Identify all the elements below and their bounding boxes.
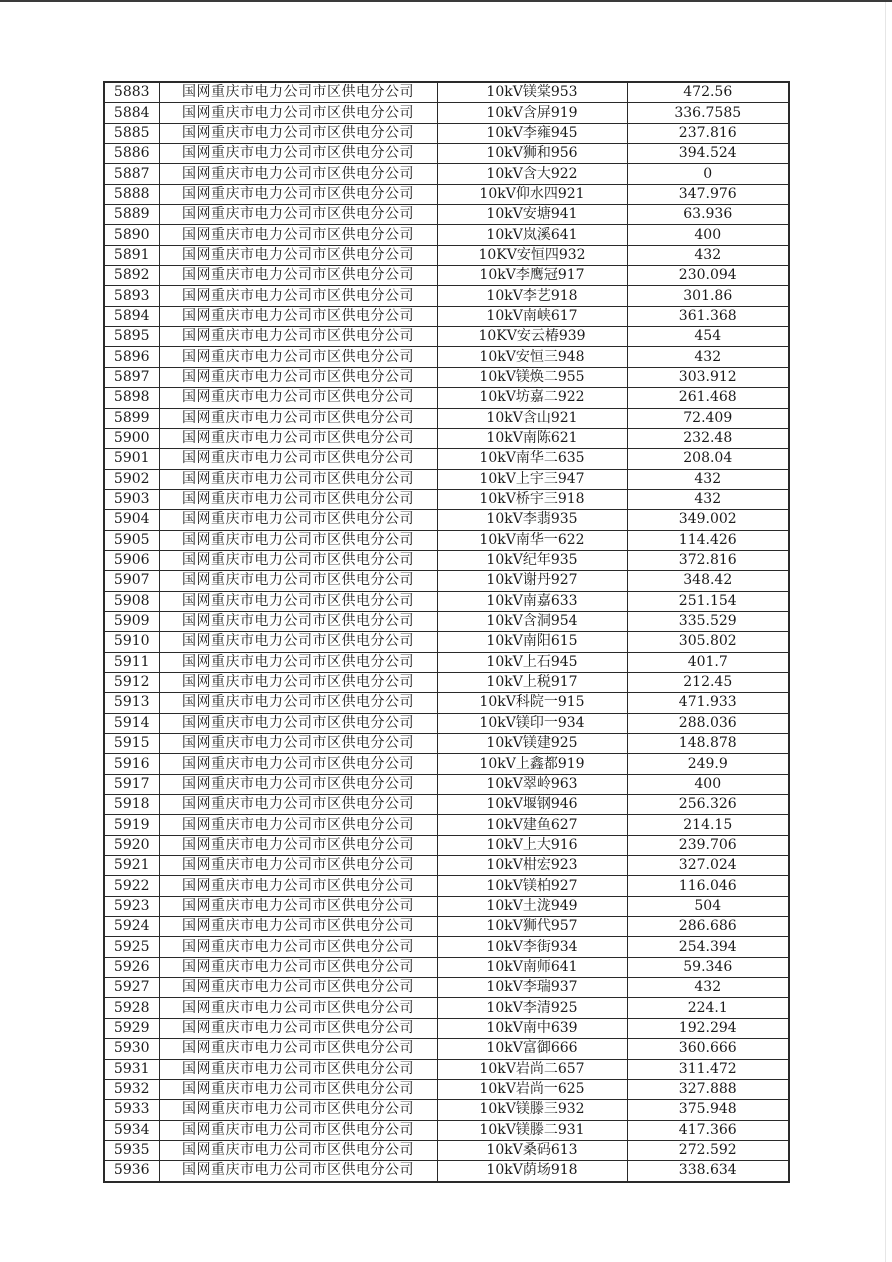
value-cell: 372.816 bbox=[627, 550, 789, 570]
table-row bbox=[104, 1100, 789, 1120]
row-id-cell: 5921 bbox=[104, 856, 159, 876]
line-name-cell: 10KV安云椿939 bbox=[437, 327, 627, 347]
table-row bbox=[104, 672, 789, 692]
org-name-cell: 国网重庆市电力公司市区供电分公司 bbox=[159, 1100, 437, 1120]
value-cell: 212.45 bbox=[627, 672, 789, 692]
line-name-cell: 10kV上税917 bbox=[437, 672, 627, 692]
line-name-cell: 10kV南嘉633 bbox=[437, 591, 627, 611]
line-name-cell: 10kV岩尚一625 bbox=[437, 1079, 627, 1099]
line-name-cell: 10kV上石945 bbox=[437, 652, 627, 672]
row-id-cell: 5898 bbox=[104, 388, 159, 408]
table-row bbox=[104, 449, 789, 469]
page-right-edge bbox=[885, 2, 886, 1262]
line-name-cell: 10kV安塘941 bbox=[437, 205, 627, 225]
value-cell: 114.426 bbox=[627, 530, 789, 550]
line-name-cell: 10kV镁建925 bbox=[437, 734, 627, 754]
row-id-cell: 5929 bbox=[104, 1018, 159, 1038]
org-name-cell: 国网重庆市电力公司市区供电分公司 bbox=[159, 774, 437, 794]
row-id-cell: 5915 bbox=[104, 734, 159, 754]
value-cell: 303.912 bbox=[627, 367, 789, 387]
line-name-cell: 10kV南峡617 bbox=[437, 306, 627, 326]
row-id-cell: 5923 bbox=[104, 896, 159, 916]
value-cell: 261.468 bbox=[627, 388, 789, 408]
table-row bbox=[104, 774, 789, 794]
org-name-cell: 国网重庆市电力公司市区供电分公司 bbox=[159, 754, 437, 774]
table-row bbox=[104, 795, 789, 815]
line-name-cell: 10kV镁棠953 bbox=[437, 82, 627, 103]
org-name-cell: 国网重庆市电力公司市区供电分公司 bbox=[159, 1018, 437, 1038]
value-cell: 432 bbox=[627, 245, 789, 265]
org-name-cell: 国网重庆市电力公司市区供电分公司 bbox=[159, 144, 437, 164]
line-name-cell: 10kV谢丹927 bbox=[437, 571, 627, 591]
row-id-cell: 5883 bbox=[104, 82, 159, 103]
table-row bbox=[104, 205, 789, 225]
org-name-cell: 国网重庆市电力公司市区供电分公司 bbox=[159, 530, 437, 550]
row-id-cell: 5931 bbox=[104, 1059, 159, 1079]
value-cell: 237.816 bbox=[627, 123, 789, 143]
org-name-cell: 国网重庆市电力公司市区供电分公司 bbox=[159, 917, 437, 937]
row-id-cell: 5889 bbox=[104, 205, 159, 225]
table-row bbox=[104, 469, 789, 489]
value-cell: 454 bbox=[627, 327, 789, 347]
org-name-cell: 国网重庆市电力公司市区供电分公司 bbox=[159, 1059, 437, 1079]
line-name-cell: 10kV柑宏923 bbox=[437, 856, 627, 876]
value-cell: 472.56 bbox=[627, 82, 789, 103]
table-row bbox=[104, 530, 789, 550]
table-body bbox=[104, 82, 789, 1182]
value-cell: 504 bbox=[627, 896, 789, 916]
value-cell: 400 bbox=[627, 774, 789, 794]
row-id-cell: 5894 bbox=[104, 306, 159, 326]
row-id-cell: 5909 bbox=[104, 611, 159, 631]
value-cell: 432 bbox=[627, 489, 789, 509]
value-cell: 305.802 bbox=[627, 632, 789, 652]
org-name-cell: 国网重庆市电力公司市区供电分公司 bbox=[159, 795, 437, 815]
line-name-cell: 10kV上鑫都919 bbox=[437, 754, 627, 774]
value-cell: 239.706 bbox=[627, 835, 789, 855]
data-table bbox=[103, 81, 790, 1183]
row-id-cell: 5896 bbox=[104, 347, 159, 367]
org-name-cell: 国网重庆市电力公司市区供电分公司 bbox=[159, 591, 437, 611]
table-row bbox=[104, 245, 789, 265]
table-row bbox=[104, 815, 789, 835]
line-name-cell: 10kV李清925 bbox=[437, 998, 627, 1018]
row-id-cell: 5887 bbox=[104, 164, 159, 184]
value-cell: 335.529 bbox=[627, 611, 789, 631]
org-name-cell: 国网重庆市电力公司市区供电分公司 bbox=[159, 327, 437, 347]
table-row bbox=[104, 327, 789, 347]
row-id-cell: 5925 bbox=[104, 937, 159, 957]
value-cell: 471.933 bbox=[627, 693, 789, 713]
org-name-cell: 国网重庆市电力公司市区供电分公司 bbox=[159, 184, 437, 204]
value-cell: 327.024 bbox=[627, 856, 789, 876]
line-name-cell: 10kV桑码613 bbox=[437, 1140, 627, 1160]
table-row bbox=[104, 306, 789, 326]
org-name-cell: 国网重庆市电力公司市区供电分公司 bbox=[159, 1079, 437, 1099]
org-name-cell: 国网重庆市电力公司市区供电分公司 bbox=[159, 1140, 437, 1160]
value-cell: 432 bbox=[627, 347, 789, 367]
org-name-cell: 国网重庆市电力公司市区供电分公司 bbox=[159, 571, 437, 591]
row-id-cell: 5886 bbox=[104, 144, 159, 164]
table-row bbox=[104, 835, 789, 855]
table-row bbox=[104, 347, 789, 367]
value-cell: 394.524 bbox=[627, 144, 789, 164]
page-top-border bbox=[0, 0, 892, 2]
table-row bbox=[104, 734, 789, 754]
line-name-cell: 10kV岚溪641 bbox=[437, 225, 627, 245]
table-row bbox=[104, 978, 789, 998]
table-row bbox=[104, 266, 789, 286]
row-id-cell: 5888 bbox=[104, 184, 159, 204]
org-name-cell: 国网重庆市电力公司市区供电分公司 bbox=[159, 205, 437, 225]
table-row bbox=[104, 1059, 789, 1079]
row-id-cell: 5920 bbox=[104, 835, 159, 855]
table-row bbox=[104, 144, 789, 164]
row-id-cell: 5933 bbox=[104, 1100, 159, 1120]
value-cell: 224.1 bbox=[627, 998, 789, 1018]
line-name-cell: 10kV南陈621 bbox=[437, 428, 627, 448]
row-id-cell: 5916 bbox=[104, 754, 159, 774]
row-id-cell: 5922 bbox=[104, 876, 159, 896]
table-row bbox=[104, 184, 789, 204]
org-name-cell: 国网重庆市电力公司市区供电分公司 bbox=[159, 1161, 437, 1182]
line-name-cell: 10kV南师641 bbox=[437, 957, 627, 977]
row-id-cell: 5899 bbox=[104, 408, 159, 428]
table-row bbox=[104, 896, 789, 916]
value-cell: 116.046 bbox=[627, 876, 789, 896]
table-row bbox=[104, 754, 789, 774]
value-cell: 375.948 bbox=[627, 1100, 789, 1120]
table-row bbox=[104, 693, 789, 713]
row-id-cell: 5928 bbox=[104, 998, 159, 1018]
org-name-cell: 国网重庆市电力公司市区供电分公司 bbox=[159, 550, 437, 570]
row-id-cell: 5890 bbox=[104, 225, 159, 245]
value-cell: 311.472 bbox=[627, 1059, 789, 1079]
table-row bbox=[104, 123, 789, 143]
table-row bbox=[104, 856, 789, 876]
row-id-cell: 5901 bbox=[104, 449, 159, 469]
line-name-cell: 10kV狮代957 bbox=[437, 917, 627, 937]
table-row bbox=[104, 937, 789, 957]
value-cell: 230.094 bbox=[627, 266, 789, 286]
value-cell: 59.346 bbox=[627, 957, 789, 977]
org-name-cell: 国网重庆市电力公司市区供电分公司 bbox=[159, 469, 437, 489]
row-id-cell: 5884 bbox=[104, 103, 159, 123]
value-cell: 286.686 bbox=[627, 917, 789, 937]
line-name-cell: 10kV含大922 bbox=[437, 164, 627, 184]
org-name-cell: 国网重庆市电力公司市区供电分公司 bbox=[159, 428, 437, 448]
line-name-cell: 10kV李街934 bbox=[437, 937, 627, 957]
row-id-cell: 5903 bbox=[104, 489, 159, 509]
line-name-cell: 10kV荫场918 bbox=[437, 1161, 627, 1182]
value-cell: 214.15 bbox=[627, 815, 789, 835]
table-row bbox=[104, 1079, 789, 1099]
table-row bbox=[104, 917, 789, 937]
value-cell: 232.48 bbox=[627, 428, 789, 448]
value-cell: 256.326 bbox=[627, 795, 789, 815]
org-name-cell: 国网重庆市电力公司市区供电分公司 bbox=[159, 937, 437, 957]
value-cell: 348.42 bbox=[627, 571, 789, 591]
table-row bbox=[104, 876, 789, 896]
value-cell: 417.366 bbox=[627, 1120, 789, 1140]
row-id-cell: 5926 bbox=[104, 957, 159, 977]
value-cell: 148.878 bbox=[627, 734, 789, 754]
table-row bbox=[104, 632, 789, 652]
org-name-cell: 国网重庆市电力公司市区供电分公司 bbox=[159, 367, 437, 387]
table-row bbox=[104, 998, 789, 1018]
table-row bbox=[104, 408, 789, 428]
org-name-cell: 国网重庆市电力公司市区供电分公司 bbox=[159, 510, 437, 530]
row-id-cell: 5912 bbox=[104, 672, 159, 692]
line-name-cell: 10kV李瑞937 bbox=[437, 978, 627, 998]
org-name-cell: 国网重庆市电力公司市区供电分公司 bbox=[159, 347, 437, 367]
org-name-cell: 国网重庆市电力公司市区供电分公司 bbox=[159, 164, 437, 184]
table-row bbox=[104, 550, 789, 570]
org-name-cell: 国网重庆市电力公司市区供电分公司 bbox=[159, 103, 437, 123]
org-name-cell: 国网重庆市电力公司市区供电分公司 bbox=[159, 408, 437, 428]
org-name-cell: 国网重庆市电力公司市区供电分公司 bbox=[159, 835, 437, 855]
line-name-cell: 10kV翠岭963 bbox=[437, 774, 627, 794]
line-name-cell: 10kV建鱼627 bbox=[437, 815, 627, 835]
row-id-cell: 5906 bbox=[104, 550, 159, 570]
table-row bbox=[104, 611, 789, 631]
line-name-cell: 10kV镁滕二931 bbox=[437, 1120, 627, 1140]
line-name-cell: 10kV仰水四921 bbox=[437, 184, 627, 204]
value-cell: 63.936 bbox=[627, 205, 789, 225]
table-row bbox=[104, 591, 789, 611]
row-id-cell: 5932 bbox=[104, 1079, 159, 1099]
table-row bbox=[104, 489, 789, 509]
org-name-cell: 国网重庆市电力公司市区供电分公司 bbox=[159, 672, 437, 692]
row-id-cell: 5908 bbox=[104, 591, 159, 611]
table-row bbox=[104, 571, 789, 591]
table-row bbox=[104, 286, 789, 306]
table-row bbox=[104, 957, 789, 977]
row-id-cell: 5930 bbox=[104, 1039, 159, 1059]
line-name-cell: 10kV南华一622 bbox=[437, 530, 627, 550]
row-id-cell: 5885 bbox=[104, 123, 159, 143]
row-id-cell: 5927 bbox=[104, 978, 159, 998]
line-name-cell: 10kV富御666 bbox=[437, 1039, 627, 1059]
org-name-cell: 国网重庆市电力公司市区供电分公司 bbox=[159, 652, 437, 672]
value-cell: 360.666 bbox=[627, 1039, 789, 1059]
table-row bbox=[104, 428, 789, 448]
org-name-cell: 国网重庆市电力公司市区供电分公司 bbox=[159, 82, 437, 103]
line-name-cell: 10kV狮和956 bbox=[437, 144, 627, 164]
org-name-cell: 国网重庆市电力公司市区供电分公司 bbox=[159, 286, 437, 306]
row-id-cell: 5902 bbox=[104, 469, 159, 489]
table-row bbox=[104, 367, 789, 387]
org-name-cell: 国网重庆市电力公司市区供电分公司 bbox=[159, 978, 437, 998]
org-name-cell: 国网重庆市电力公司市区供电分公司 bbox=[159, 693, 437, 713]
line-name-cell: 10kV安恒三948 bbox=[437, 347, 627, 367]
org-name-cell: 国网重庆市电力公司市区供电分公司 bbox=[159, 123, 437, 143]
value-cell: 208.04 bbox=[627, 449, 789, 469]
value-cell: 251.154 bbox=[627, 591, 789, 611]
value-cell: 336.7585 bbox=[627, 103, 789, 123]
org-name-cell: 国网重庆市电力公司市区供电分公司 bbox=[159, 734, 437, 754]
line-name-cell: 10kV含山921 bbox=[437, 408, 627, 428]
value-cell: 288.036 bbox=[627, 713, 789, 733]
line-name-cell: 10kV镁柏927 bbox=[437, 876, 627, 896]
value-cell: 327.888 bbox=[627, 1079, 789, 1099]
row-id-cell: 5936 bbox=[104, 1161, 159, 1182]
row-id-cell: 5917 bbox=[104, 774, 159, 794]
value-cell: 432 bbox=[627, 469, 789, 489]
row-id-cell: 5900 bbox=[104, 428, 159, 448]
line-name-cell: 10kV南阳615 bbox=[437, 632, 627, 652]
line-name-cell: 10kV含洞954 bbox=[437, 611, 627, 631]
row-id-cell: 5911 bbox=[104, 652, 159, 672]
table-row bbox=[104, 510, 789, 530]
value-cell: 301.86 bbox=[627, 286, 789, 306]
row-id-cell: 5891 bbox=[104, 245, 159, 265]
row-id-cell: 5935 bbox=[104, 1140, 159, 1160]
table-row bbox=[104, 164, 789, 184]
row-id-cell: 5904 bbox=[104, 510, 159, 530]
value-cell: 400 bbox=[627, 225, 789, 245]
row-id-cell: 5919 bbox=[104, 815, 159, 835]
line-name-cell: 10kV镁印一934 bbox=[437, 713, 627, 733]
line-name-cell: 10kV科院一915 bbox=[437, 693, 627, 713]
line-name-cell: 10kV李艺918 bbox=[437, 286, 627, 306]
table-row bbox=[104, 1161, 789, 1182]
org-name-cell: 国网重庆市电力公司市区供电分公司 bbox=[159, 449, 437, 469]
org-name-cell: 国网重庆市电力公司市区供电分公司 bbox=[159, 896, 437, 916]
value-cell: 249.9 bbox=[627, 754, 789, 774]
line-name-cell: 10kV纪年935 bbox=[437, 550, 627, 570]
org-name-cell: 国网重庆市电力公司市区供电分公司 bbox=[159, 225, 437, 245]
table-row bbox=[104, 1018, 789, 1038]
org-name-cell: 国网重庆市电力公司市区供电分公司 bbox=[159, 998, 437, 1018]
table-row bbox=[104, 388, 789, 408]
row-id-cell: 5897 bbox=[104, 367, 159, 387]
value-cell: 347.976 bbox=[627, 184, 789, 204]
org-name-cell: 国网重庆市电力公司市区供电分公司 bbox=[159, 1039, 437, 1059]
table-row bbox=[104, 1120, 789, 1140]
org-name-cell: 国网重庆市电力公司市区供电分公司 bbox=[159, 489, 437, 509]
table-row bbox=[104, 1140, 789, 1160]
line-name-cell: 10kV岩尚二657 bbox=[437, 1059, 627, 1079]
value-cell: 72.409 bbox=[627, 408, 789, 428]
line-name-cell: 10kV李翡935 bbox=[437, 510, 627, 530]
line-name-cell: 10kV堰钢946 bbox=[437, 795, 627, 815]
row-id-cell: 5918 bbox=[104, 795, 159, 815]
row-id-cell: 5905 bbox=[104, 530, 159, 550]
row-id-cell: 5895 bbox=[104, 327, 159, 347]
row-id-cell: 5910 bbox=[104, 632, 159, 652]
value-cell: 401.7 bbox=[627, 652, 789, 672]
row-id-cell: 5914 bbox=[104, 713, 159, 733]
line-name-cell: 10kV镁焕二955 bbox=[437, 367, 627, 387]
table-row bbox=[104, 652, 789, 672]
org-name-cell: 国网重庆市电力公司市区供电分公司 bbox=[159, 266, 437, 286]
org-name-cell: 国网重庆市电力公司市区供电分公司 bbox=[159, 876, 437, 896]
org-name-cell: 国网重庆市电力公司市区供电分公司 bbox=[159, 856, 437, 876]
org-name-cell: 国网重庆市电力公司市区供电分公司 bbox=[159, 611, 437, 631]
table-row bbox=[104, 713, 789, 733]
table-row bbox=[104, 82, 789, 103]
line-name-cell: 10kV上宇三947 bbox=[437, 469, 627, 489]
value-cell: 272.592 bbox=[627, 1140, 789, 1160]
line-name-cell: 10kV李雍945 bbox=[437, 123, 627, 143]
value-cell: 192.294 bbox=[627, 1018, 789, 1038]
value-cell: 432 bbox=[627, 978, 789, 998]
line-name-cell: 10kV南华二635 bbox=[437, 449, 627, 469]
row-id-cell: 5907 bbox=[104, 571, 159, 591]
table-row bbox=[104, 103, 789, 123]
org-name-cell: 国网重庆市电力公司市区供电分公司 bbox=[159, 1120, 437, 1140]
org-name-cell: 国网重庆市电力公司市区供电分公司 bbox=[159, 388, 437, 408]
org-name-cell: 国网重庆市电力公司市区供电分公司 bbox=[159, 713, 437, 733]
row-id-cell: 5934 bbox=[104, 1120, 159, 1140]
org-name-cell: 国网重庆市电力公司市区供电分公司 bbox=[159, 957, 437, 977]
org-name-cell: 国网重庆市电力公司市区供电分公司 bbox=[159, 632, 437, 652]
line-name-cell: 10kV上大916 bbox=[437, 835, 627, 855]
table-row bbox=[104, 1039, 789, 1059]
line-name-cell: 10kV李鹰冠917 bbox=[437, 266, 627, 286]
org-name-cell: 国网重庆市电力公司市区供电分公司 bbox=[159, 245, 437, 265]
row-id-cell: 5892 bbox=[104, 266, 159, 286]
value-cell: 0 bbox=[627, 164, 789, 184]
line-name-cell: 10kV含屏919 bbox=[437, 103, 627, 123]
value-cell: 361.368 bbox=[627, 306, 789, 326]
line-name-cell: 10kV土泷949 bbox=[437, 896, 627, 916]
line-name-cell: 10kV坊嘉二922 bbox=[437, 388, 627, 408]
org-name-cell: 国网重庆市电力公司市区供电分公司 bbox=[159, 306, 437, 326]
line-name-cell: 10kV南中639 bbox=[437, 1018, 627, 1038]
value-cell: 349.002 bbox=[627, 510, 789, 530]
org-name-cell: 国网重庆市电力公司市区供电分公司 bbox=[159, 815, 437, 835]
row-id-cell: 5913 bbox=[104, 693, 159, 713]
line-name-cell: 10kV桥宇三918 bbox=[437, 489, 627, 509]
value-cell: 254.394 bbox=[627, 937, 789, 957]
line-name-cell: 10KV安恒四932 bbox=[437, 245, 627, 265]
table-row bbox=[104, 225, 789, 245]
line-name-cell: 10kV镁滕三932 bbox=[437, 1100, 627, 1120]
row-id-cell: 5924 bbox=[104, 917, 159, 937]
row-id-cell: 5893 bbox=[104, 286, 159, 306]
value-cell: 338.634 bbox=[627, 1161, 789, 1182]
